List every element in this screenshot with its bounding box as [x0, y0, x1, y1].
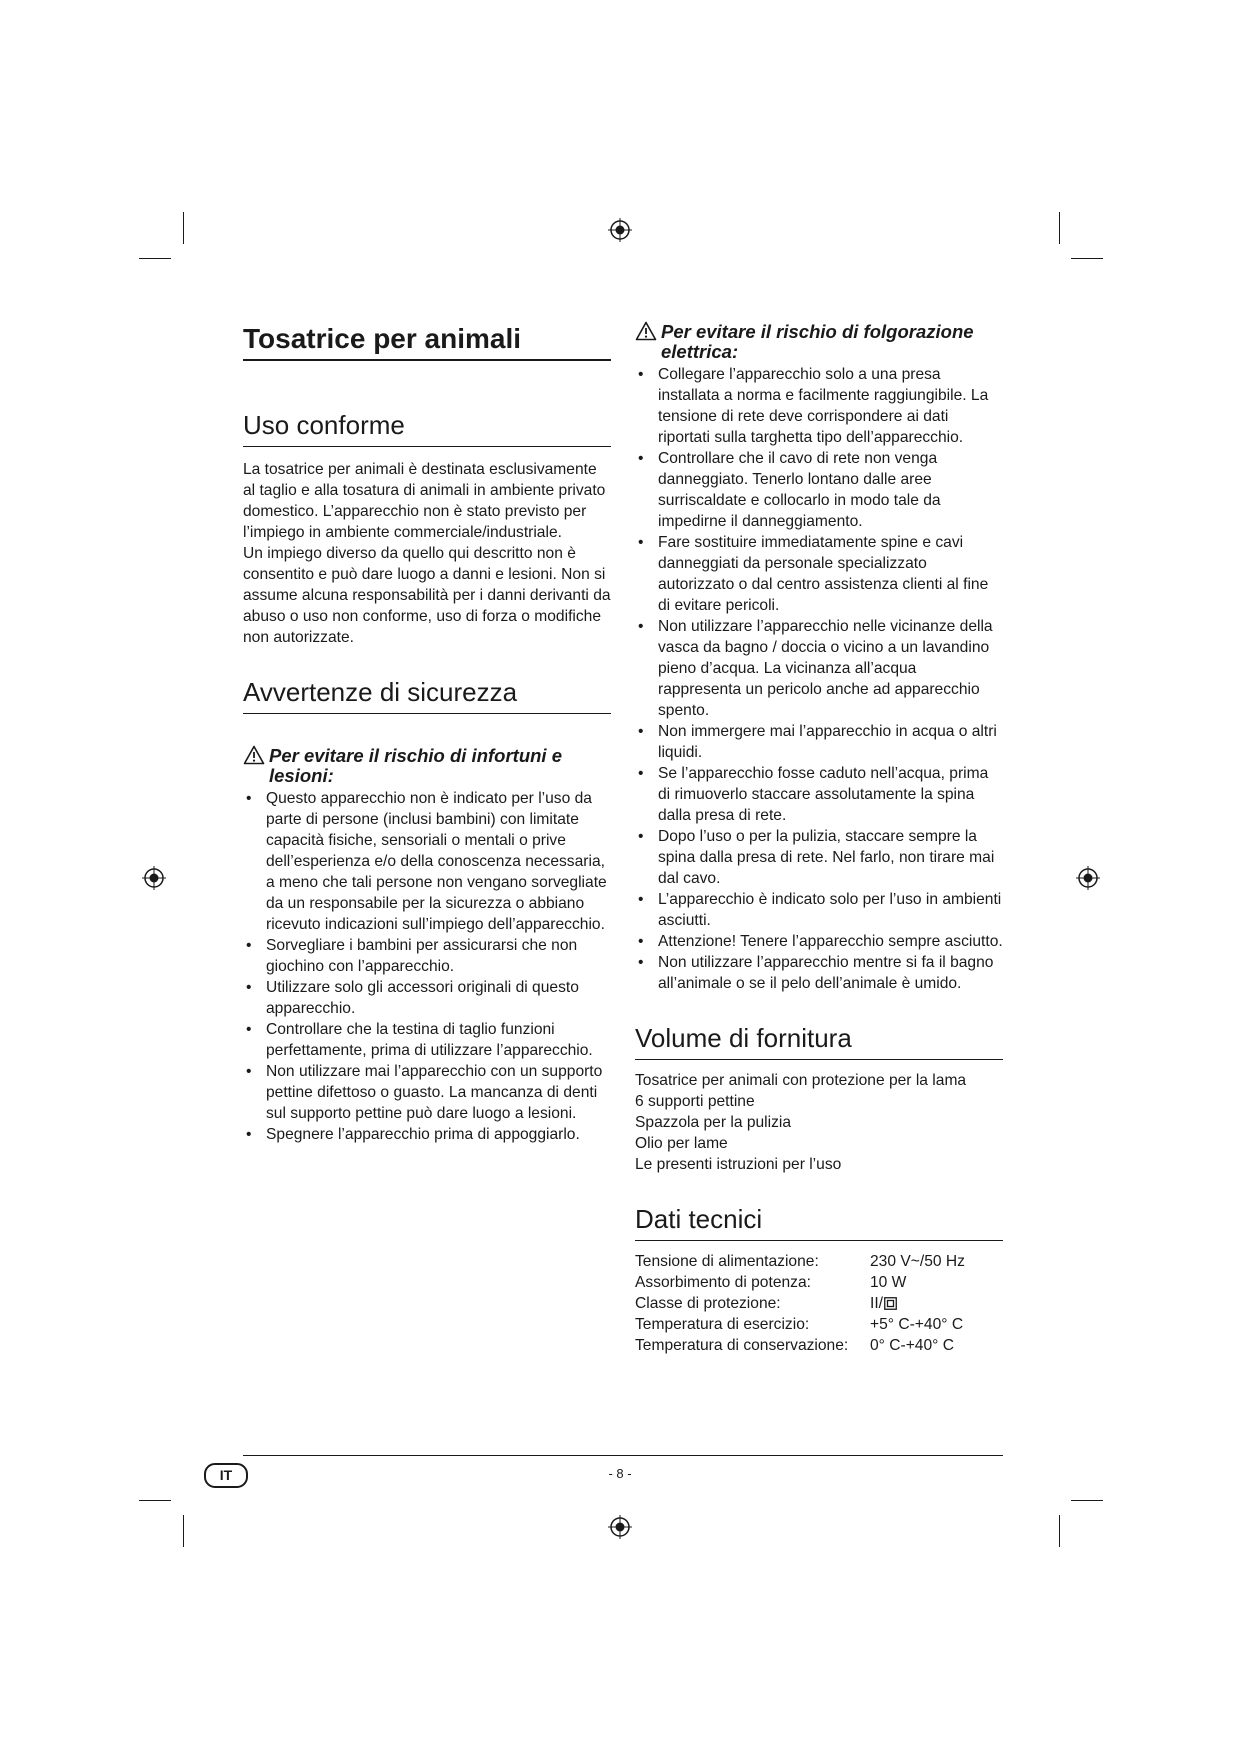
footer-rule: [243, 1455, 1003, 1456]
crop-mark: [139, 258, 171, 259]
list-item: • L’apparecchio è indicato solo per l’uso in ambienti asciutti.: [635, 889, 1003, 931]
crop-mark: [139, 1500, 171, 1501]
warning-title-text: Per evitare il rischio di infortuni e lesioni:: [269, 745, 562, 786]
list-item: • Dopo l’uso o per la pulizia, staccare sempre la spina dalla presa di rete. Nel farlo, non tirare mai dal cavo.: [635, 826, 1003, 889]
uso-conforme-heading: Uso conforme: [243, 409, 611, 447]
list-item: • Non utilizzare mai l’apparecchio con un supporto pettine difettoso o guasto. La mancanza di denti sul supporto pettine può dare luogo a lesioni.: [243, 1061, 611, 1124]
warning-title-infortuni: [243, 746, 611, 786]
crop-mark: [1071, 258, 1103, 259]
uso-paragraph: Un impiego diverso da quello qui descritto non è consentito e può dare luogo a danni e lesioni. Non si assume alcuna responsabilità per i danni derivanti da abuso o uso non conforme, uso di forza o modifiche non autorizzate.: [243, 545, 611, 646]
spec-label: Temperatura di esercizio:: [635, 1316, 810, 1333]
spec-label: Classe di protezione:: [635, 1295, 781, 1312]
left-column: [243, 322, 611, 1145]
list-item: 6 supporti pettine: [635, 1093, 755, 1110]
spec-value-row: [870, 1293, 1003, 1314]
page-title: Tosatrice per animali: [243, 322, 611, 361]
dati-tecnici-table: [635, 1251, 1003, 1356]
uso-conforme-text: [243, 459, 611, 648]
list-item: • Collegare l’apparecchio solo a una presa installata a norma e facilmente raggiungibile. La tensione di rete deve corrispondere ai dati riportati sulla targhetta tipo dell’apparecchio.: [635, 364, 1003, 448]
list-item: • Sorvegliare i bambini per assicurarsi che non giochino con l’apparecchio.: [243, 935, 611, 977]
uso-paragraph: La tosatrice per animali è destinata esclusivamente al taglio e alla tosatura di animali in ambiente privato domestico. L’apparecchio non è stato previsto per l’impiego in ambiente commerciale/industriale.: [243, 461, 606, 541]
crop-mark: [1059, 212, 1060, 244]
registration-mark-icon: [608, 218, 632, 242]
list-item: • Non immergere mai l’apparecchio in acqua o altri liquidi.: [635, 721, 1003, 763]
spec-value: 230 V~/50 Hz: [870, 1253, 965, 1270]
list-item: • Se l’apparecchio fosse caduto nell’acqua, prima di rimuoverlo staccare assolutamente la spina dalla presa di rete.: [635, 763, 1003, 826]
list-item: • Spegnere l’apparecchio prima di appoggiarlo.: [243, 1124, 611, 1145]
list-item: • Controllare che la testina di taglio funzioni perfettamente, prima di utilizzare l’apparecchio.: [243, 1019, 611, 1061]
double-insulation-icon: [884, 1297, 897, 1310]
spec-label: Assorbimento di potenza:: [635, 1274, 811, 1291]
registration-mark-icon: [608, 1515, 632, 1539]
registration-mark-icon: [1076, 866, 1100, 890]
dati-tecnici-heading: Dati tecnici: [635, 1203, 1003, 1241]
spec-value: II/: [870, 1295, 883, 1312]
infortuni-list: [243, 788, 611, 1145]
crop-mark: [183, 1515, 184, 1547]
warning-title-text: Per evitare il rischio di folgorazione elettrica:: [661, 321, 974, 362]
page-number: - 8 -: [608, 1466, 632, 1481]
list-item: Spazzola per la pulizia: [635, 1114, 792, 1131]
list-item: • Fare sostituire immediatamente spine e cavi danneggiati da personale specializzato autorizzato o dal centro assistenza clienti al fine di evitare pericoli.: [635, 532, 1003, 616]
list-item: • Controllare che il cavo di rete non venga danneggiato. Tenerlo lontano dalle aree surriscaldate e collocarlo in modo tale da impedirne il danneggiamento.: [635, 448, 1003, 532]
spec-value: +5° C-+40° C: [870, 1316, 964, 1333]
list-item: • Attenzione! Tenere l’apparecchio sempre asciutto.: [635, 931, 1003, 952]
folgorazione-list: [635, 364, 1003, 994]
spec-value: 10 W: [870, 1274, 907, 1291]
crop-mark: [1071, 1500, 1103, 1501]
list-item: • Utilizzare solo gli accessori originali di questo apparecchio.: [243, 977, 611, 1019]
spec-label: Tensione di alimentazione:: [635, 1253, 819, 1270]
fornitura-heading: Volume di fornitura: [635, 1022, 1003, 1060]
list-item: Tosatrice per animali con protezione per la lama: [635, 1072, 967, 1089]
crop-mark: [183, 212, 184, 244]
fornitura-list: [635, 1070, 1003, 1175]
list-item: • Non utilizzare l’apparecchio mentre si fa il bagno all’animale o se il pelo dell’animale è umido.: [635, 952, 1003, 994]
list-item: Olio per lame: [635, 1135, 728, 1152]
registration-mark-icon: [142, 866, 166, 890]
list-item: • Non utilizzare l’apparecchio nelle vicinanze della vasca da bagno / doccia o vicino a un lavandino pieno d’acqua. La vicinanza all’acqua rappresenta un pericolo anche ad apparecchio spento.: [635, 616, 1003, 721]
spec-value: 0° C-+40° C: [870, 1337, 954, 1354]
avvertenze-heading: Avvertenze di sicurezza: [243, 676, 611, 714]
spec-label: Temperatura di conservazione:: [635, 1337, 849, 1354]
list-item: • Questo apparecchio non è indicato per l’uso da parte di persone (inclusi bambini) con limitate capacità fisiche, sensoriali o mentali o prive dell’esperienza e/o della conoscenza necessaria, a meno che tali persone non vengano sorvegliate da un responsabile per la sicurezza o abbiano ricevuto indicazioni sull’impiego dell’apparecchio.: [243, 788, 611, 935]
crop-mark: [1059, 1515, 1060, 1547]
list-item: Le presenti istruzioni per l’uso: [635, 1156, 842, 1173]
warning-icon: [243, 745, 265, 765]
warning-icon: [635, 321, 657, 341]
right-column: [635, 322, 1003, 1356]
warning-title-folgorazione: [635, 322, 1003, 362]
language-badge: IT: [204, 1463, 248, 1488]
